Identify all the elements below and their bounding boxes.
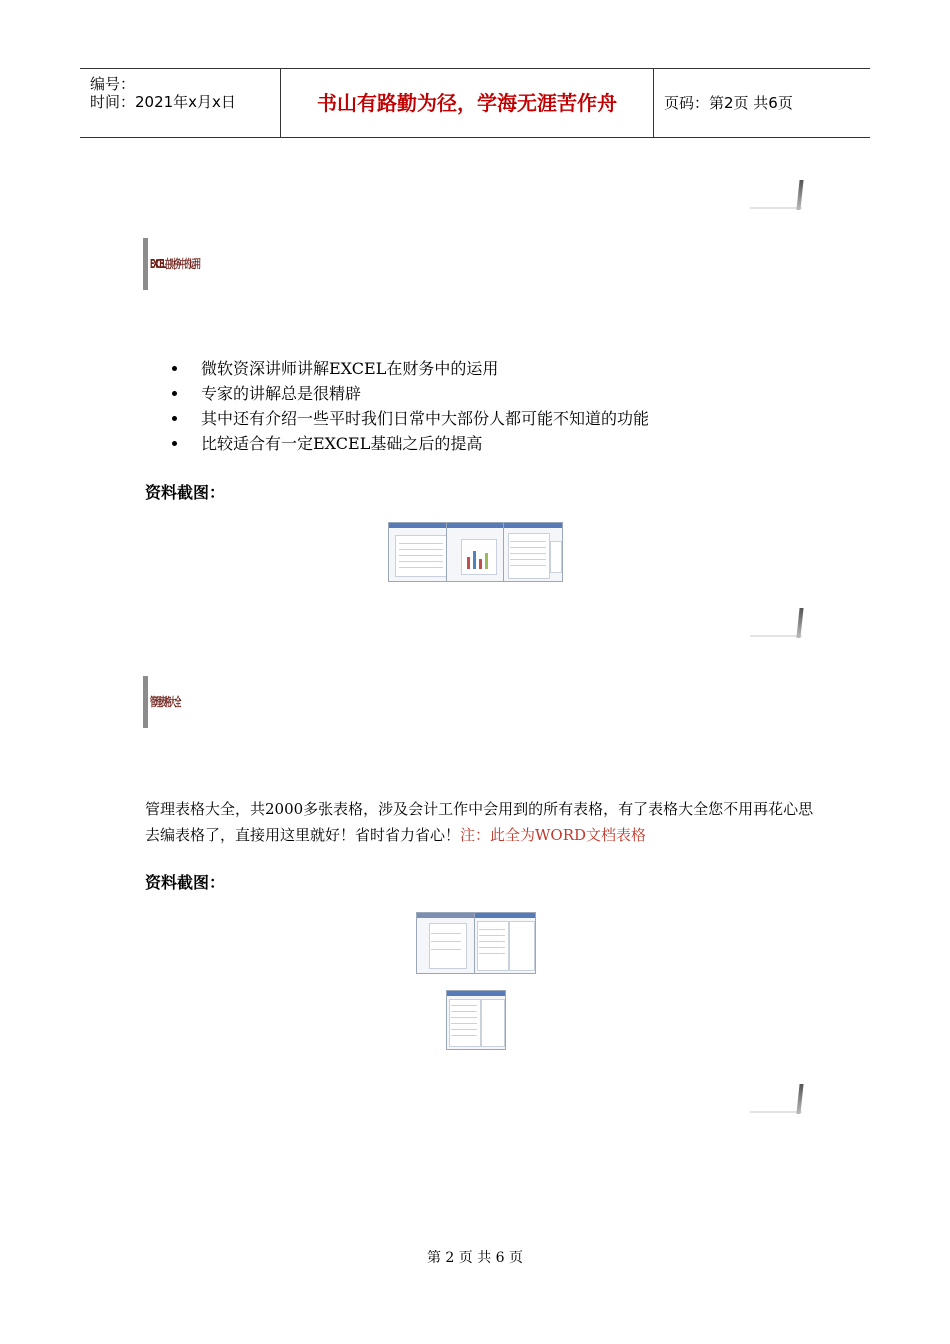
section-banner-title: EXCEL在财务中的运用 [150,257,200,271]
screenshot-thumbnail [446,522,508,582]
bullet-icon [172,441,177,446]
section-banner-excel [143,238,205,290]
doc-date-label: 时间：2021年x月x日 [90,93,236,111]
note-text: 注：此全为WORD文档表格 [460,826,647,844]
page-footer: 第 2 页 共 6 页 [426,1250,524,1266]
screenshot-thumbnail [416,912,476,974]
screenshot-label: 资料截图： [145,873,226,892]
section-banner-tables [143,676,205,728]
description-text: 管理表格大全，共2000多张表格，涉及会计工作中会用到的所有表格，有了表格大全您不用再花心思去编表格了，直接用这里就好！省时省力省心！ [145,800,814,844]
bullet-icon [172,391,177,396]
screenshot-label: 资料截图： [145,483,226,502]
section-banner-title: 管理表格大全 [150,695,180,709]
header-motto: 书山有路勤为径，学海无涯苦作舟 [281,69,654,137]
list-item: 比较适合有一定EXCEL基础之后的提高 [172,431,649,456]
list-item: 其中还有介绍一些平时我们日常中大部份人都可能不知道的功能 [172,406,649,431]
pen-decoration-icon [750,1082,808,1116]
description-paragraph [145,796,825,848]
screenshot-thumbnail [474,912,536,974]
feature-bullet-list [172,356,649,456]
screenshot-thumbnail [503,522,563,582]
screenshot-thumbnail [446,990,506,1050]
pen-decoration-icon [750,178,808,212]
page-header [80,68,870,138]
pen-decoration-icon [750,606,808,640]
list-item: 微软资深讲师讲解EXCEL在财务中的运用 [172,356,649,381]
bullet-icon [172,366,177,371]
header-meta-cell [80,69,281,137]
doc-number-label: 编号： [90,75,136,93]
list-item: 专家的讲解总是很精辟 [172,381,649,406]
header-page-info: 页码：第2页 共6页 [664,94,793,112]
bullet-icon [172,416,177,421]
